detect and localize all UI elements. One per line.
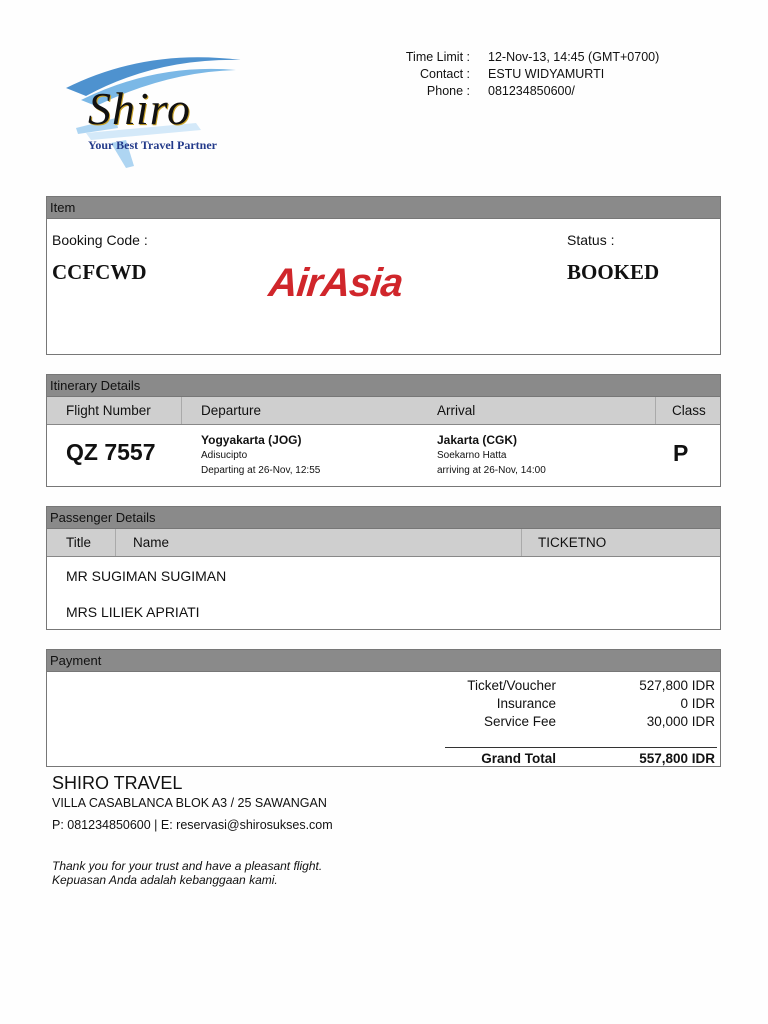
service-fee-label: Service Fee <box>483 714 556 729</box>
departure-city: Yogyakarta (JOG) <box>201 433 302 447</box>
col-title: Title <box>66 535 92 550</box>
grand-total-label: Grand Total <box>481 751 556 766</box>
arrival-city: Jakarta (CGK) <box>437 433 518 447</box>
passenger-section <box>46 506 721 630</box>
contact-value: ESTU WIDYAMURTI <box>488 67 605 81</box>
ticket-voucher-label: Ticket/Voucher <box>467 678 556 693</box>
passenger-row: MR SUGIMAN SUGIMAN <box>66 568 227 584</box>
ticket-voucher-value: 527,800 IDR <box>639 678 715 693</box>
itinerary-section <box>46 374 721 487</box>
company-name: SHIRO TRAVEL <box>52 773 183 793</box>
itinerary-heading: Itinerary Details <box>47 375 720 397</box>
time-limit-label: Time Limit : <box>405 50 470 64</box>
status-label: Status : <box>567 232 615 248</box>
logo-brand-text: Shiro <box>88 83 191 134</box>
contact-label: Contact : <box>419 67 470 81</box>
time-limit-value: 12-Nov-13, 14:45 (GMT+0700) <box>488 50 660 64</box>
booking-code-label: Booking Code : <box>52 232 148 248</box>
logo-tagline: Your Best Travel Partner <box>88 138 217 152</box>
payment-section <box>46 649 721 767</box>
col-arrival: Arrival <box>437 403 476 418</box>
service-fee-value: 30,000 IDR <box>646 714 715 729</box>
phone-label: Phone : <box>426 84 470 98</box>
company-logo <box>56 48 256 173</box>
header-info <box>345 49 659 100</box>
item-heading: Item <box>47 197 720 219</box>
passenger-row: MRS LILIEK APRIATI <box>66 604 200 620</box>
phone-value: 081234850600/ <box>488 84 575 98</box>
passenger-heading: Passenger Details <box>47 507 720 529</box>
departure-airport: Adisucipto <box>201 450 248 461</box>
flight-number: QZ 7557 <box>66 439 156 465</box>
grand-total-value: 557,800 IDR <box>639 751 715 766</box>
contact-row <box>345 66 659 83</box>
time-limit-row <box>345 49 659 66</box>
company-address: VILLA CASABLANCA BLOK A3 / 25 SAWANGAN <box>52 796 327 810</box>
col-ticketno: TICKETNO <box>538 535 607 550</box>
status-value: BOOKED <box>567 260 660 284</box>
col-flight-number: Flight Number <box>66 403 151 418</box>
booking-class: P <box>673 440 689 466</box>
company-contact: P: 081234850600 | E: reservasi@shirosukses.com <box>52 818 333 832</box>
arrival-time: arriving at 26-Nov, 14:00 <box>437 465 546 476</box>
thank-you-indonesian: Kepuasan Anda adalah kebanggaan kami. <box>52 873 278 887</box>
booking-code: CCFCWD <box>52 260 147 284</box>
col-class: Class <box>672 403 706 418</box>
arrival-airport: Soekarno Hatta <box>437 450 507 461</box>
col-departure: Departure <box>201 403 262 418</box>
col-name: Name <box>133 535 170 550</box>
insurance-label: Insurance <box>496 696 556 711</box>
itinerary-column-headers <box>47 397 720 425</box>
thank-you-english: Thank you for your trust and have a pleasant flight. <box>52 859 323 873</box>
item-section <box>46 196 721 355</box>
itinerary-row <box>47 425 720 486</box>
total-divider <box>445 747 717 748</box>
passenger-column-headers <box>47 529 720 557</box>
phone-row <box>345 83 659 100</box>
departure-time: Departing at 26-Nov, 12:55 <box>201 465 321 476</box>
airasia-logo: AirAsia <box>266 261 405 305</box>
payment-heading: Payment <box>47 650 720 672</box>
thank-you-note <box>52 859 322 887</box>
insurance-value: 0 IDR <box>680 696 715 711</box>
